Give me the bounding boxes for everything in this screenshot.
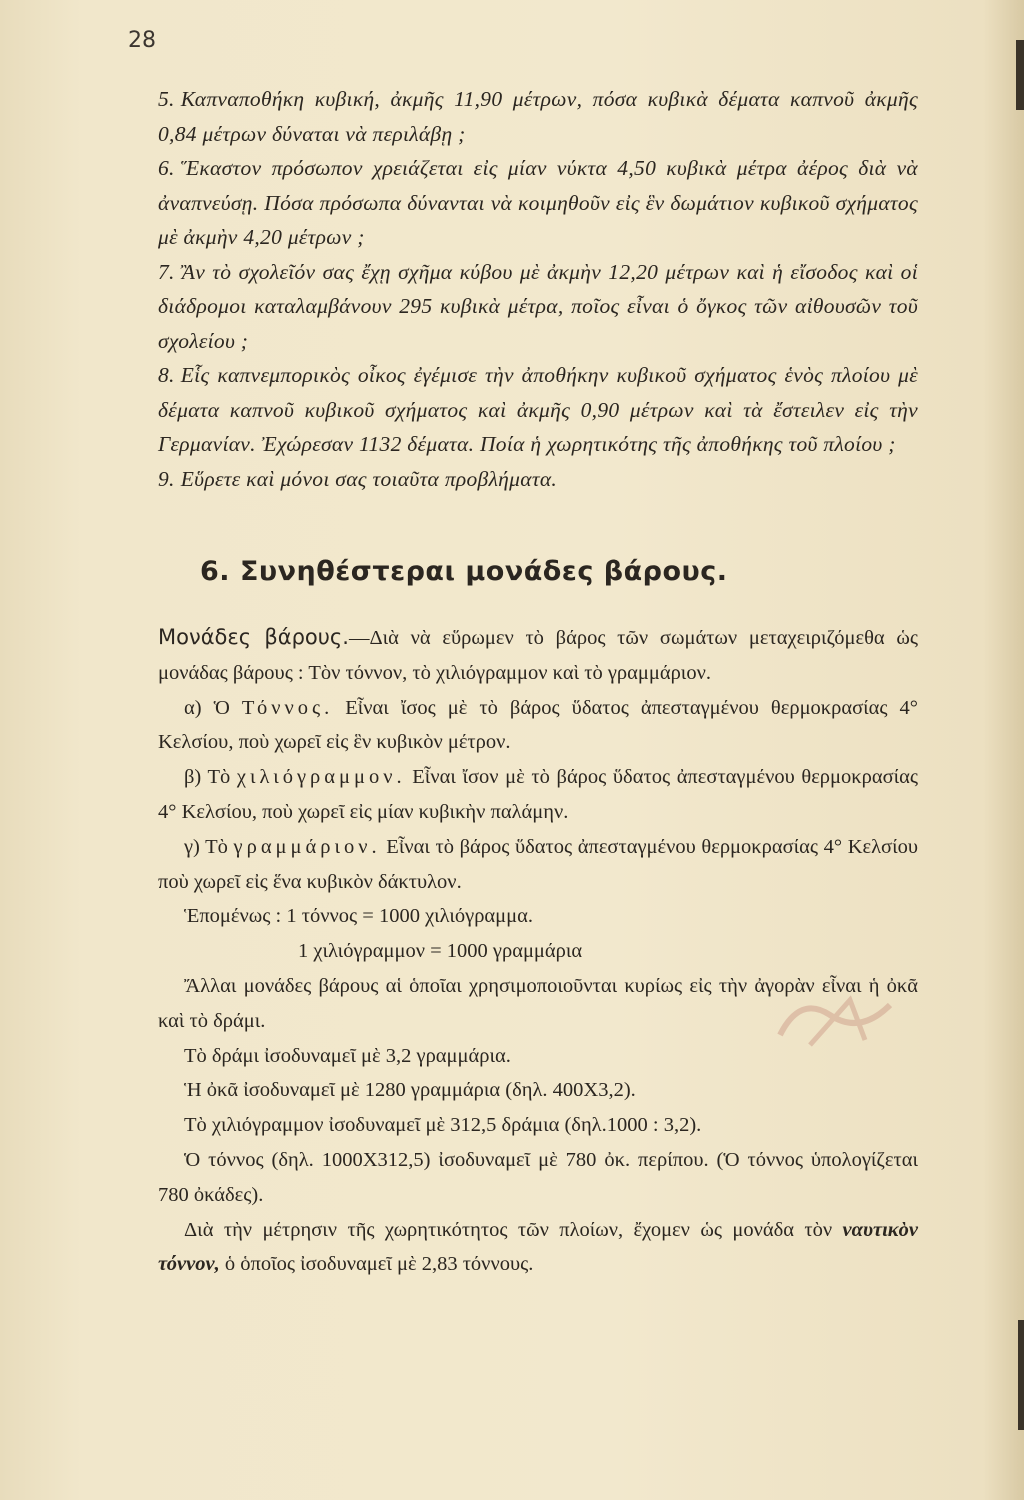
equivalence-drami: Τὸ δράμι ἰσοδυναμεῖ μὲ 3,2 γραμμάρια. (184, 1044, 511, 1067)
page-number: 28 (128, 28, 156, 53)
body-text (158, 620, 918, 1282)
equation-ton: Ἑπομένως : 1 τόννος = 1000 χιλιόγραμμα. (184, 905, 534, 928)
page-edge-mark (1016, 40, 1024, 110)
definition-gram: γ) Τὸ γραμμάριον. Εἶναι τὸ βάρος ὕδατος ἀπεσταγμένου θερμοκρασίας 4° Κελσίου ποὺ χωρεῖ εἰς ἕνα κυβικὸν δάκτυλον. (158, 835, 919, 893)
nautical-ton-paragraph: Διὰ τὴν μέτρησιν τῆς χωρητικότητος τῶν πλοίων, ἔχομεν ὡς μονάδα τὸν ναυτικὸν τόννον, ὁ ὁποῖος ἰσοδυναμεῖ μὲ 2,83 τόννους. (158, 1218, 918, 1276)
faint-stamp-mark (770, 985, 900, 1055)
definition-kilogram: β) Τὸ χιλιόγραμμον. Εἶναι ἴσον μὲ τὸ βάρος ὕδατος ἀπεσταγμένου θερμοκρασίας 4° Κελσίου, ποὺ χωρεῖ εἰς μίαν κυβικὴν παλάμην. (158, 766, 918, 823)
equivalence-oka: Ἡ ὀκᾶ ἰσοδυναμεῖ μὲ 1280 γραμμάρια (δηλ. 400X3,2). (184, 1079, 636, 1102)
problem-item: 5. Καπναποθήκη κυβική, ἀκμῆς 11,90 μέτρων, πόσα κυβικὰ δέματα καπνοῦ ἀκμῆς 0,84 μέτρων δύναται νὰ περιλάβῃ ; (158, 87, 918, 146)
page-edge-mark (1018, 1320, 1024, 1430)
equation-kilogram: 1 χιλιόγραμμον = 1000 γραμμάρια (298, 940, 583, 963)
problem-list (158, 82, 918, 496)
problem-item: 6. Ἕκαστον πρόσωπον χρειάζεται εἰς μίαν νύκτα 4,50 κυβικὰ μέτρα ἀέρος διὰ νὰ ἀναπνεύσῃ. Πόσα πρόσωπα δύνανται νὰ κοιμηθοῦν εἰς ἓν δωμάτιον κυβικοῦ σχήματος μὲ ἀκμὴν 4,20 μέτρων ; (158, 156, 918, 249)
problem-item: 8. Εἷς καπνεμπορικὸς οἶκος ἐγέμισε τὴν ἀποθήκην κυβικοῦ σχήματος ἑνὸς πλοίου μὲ δέματα καπνοῦ κυβικοῦ σχήματος καὶ ἀκμῆς 0,90 μέτρων καὶ τὰ ἔστειλεν εἰς τὴν Γερμανίαν. Ἐχώρεσαν 1132 δέματα. Ποία ἡ χωρητικότης τῆς ἀποθήκης τοῦ πλοίου ; (158, 363, 918, 456)
definition-ton: α) Ὁ Τόννος. Εἶναι ἴσος μὲ τὸ βάρος ὕδατος ἀπεσταγμένου θερμοκρασίας 4° Κελσίου, ποὺ χωρεῖ εἰς ἓν κυβικὸν μέτρον. (158, 696, 918, 754)
intro-paragraph: Μονάδες βάρους.—Διὰ νὰ εὕρωμεν τὸ βάρος τῶν σωμάτων μεταχειριζόμεθα ὡς μονάδας βάρους : Τὸν τόννον, τὸ χιλιόγραμμον καὶ τὸ γραμμάριον. (158, 625, 918, 684)
problem-item: 7. Ἂν τὸ σχολεῖόν σας ἔχῃ σχῆμα κύβου μὲ ἀκμὴν 12,20 μέτρων καὶ ἡ εἴσοδος καὶ οἱ διάδρομοι καταλαμβάνουν 295 κυβικὰ μέτρα, ποῖος εἶναι ὁ ὄγκος τῶν αἰθουσῶν τοῦ σχολείου ; (158, 259, 918, 353)
other-units-paragraph: Ἄλλαι μονάδες βάρους αἱ ὁποῖαι χρησιμοποιοῦνται κυρίως εἰς τὴν ἀγορὰν εἶναι ἡ ὀκᾶ καὶ τὸ δράμι. (158, 974, 918, 1032)
equivalence-kilogram: Τὸ χιλιόγραμμον ἰσοδυναμεῖ μὲ 312,5 δράμια (δηλ.1000 : 3,2). (184, 1114, 702, 1137)
equivalence-ton: Ὁ τόννος (δηλ. 1000X312,5) ἰσοδυναμεῖ μὲ 780 ὀκ. περίπου. (Ὁ τόννος ὑπολογίζεται 780 ὀκάδες). (158, 1148, 918, 1206)
problem-item: 9. Εὕρετε καὶ μόνοι σας τοιαῦτα προβλήματα. (158, 466, 558, 491)
section-heading: 6. Συνηθέστεραι μονάδες βάρους. (200, 556, 728, 587)
